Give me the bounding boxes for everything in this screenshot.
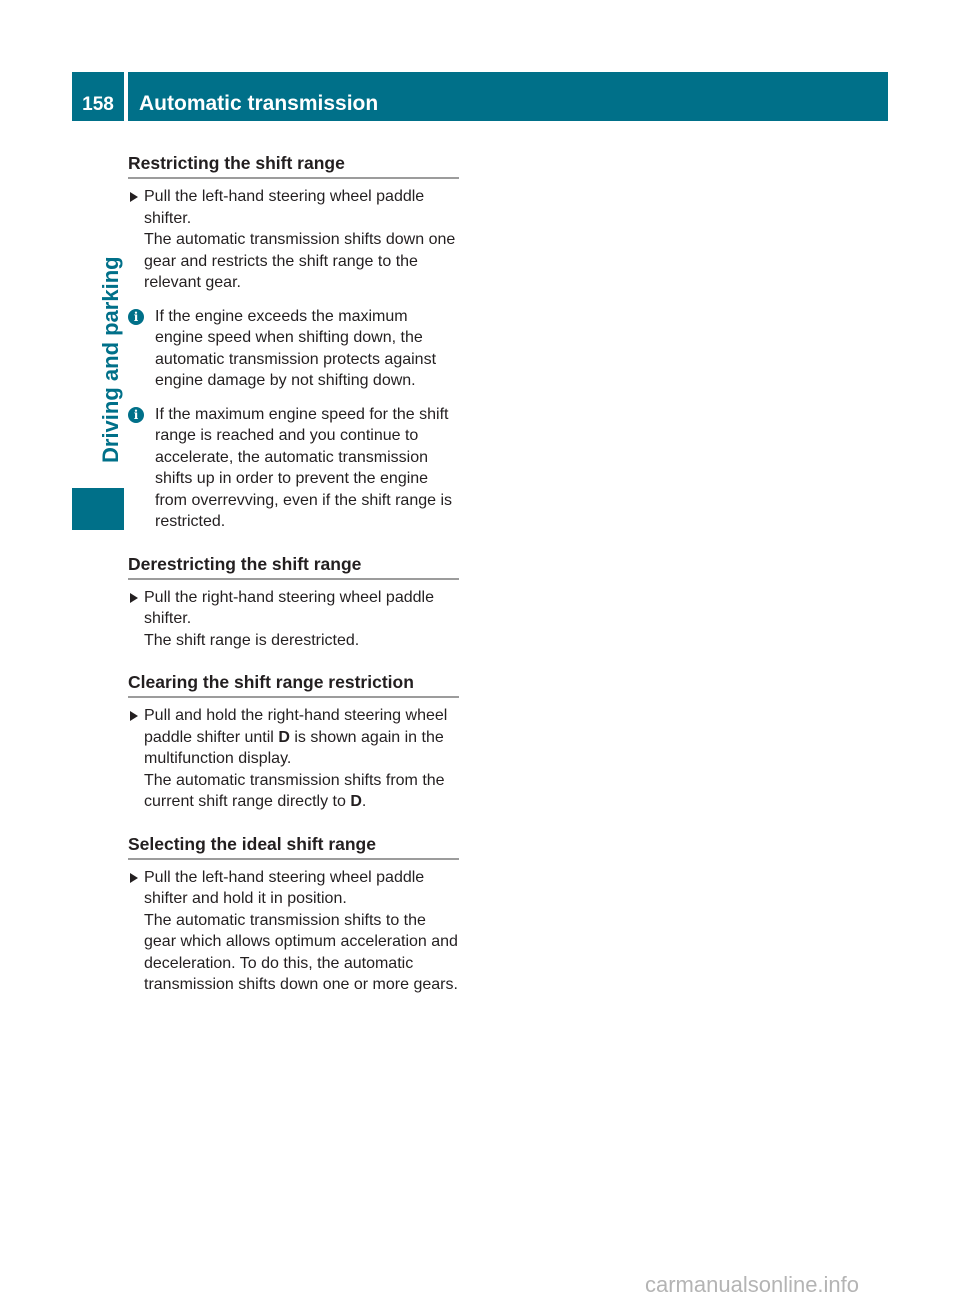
- step-action: Pull the left-hand steering wheel paddle shifter.: [144, 188, 425, 227]
- section-heading: Selecting the ideal shift range: [128, 831, 459, 860]
- step-action: Pull the left-hand steering wheel paddle shifter and hold it in position.: [144, 868, 425, 907]
- note-text: If the engine exceeds the maximum engine speed when shifting down, the automatic transmission protects against engine damage by not shifting down.: [155, 307, 437, 389]
- page-title: Automatic transmission: [128, 72, 888, 121]
- step-result: The automatic transmission shifts down one gear and restricts the shift range to the relevant gear.: [144, 231, 456, 291]
- step-result: The shift range is derestricted.: [144, 631, 360, 649]
- section-derestricting: [128, 551, 459, 652]
- step-result: [144, 770, 459, 813]
- info-icon: i: [128, 407, 144, 423]
- step-result-text: The automatic transmission shifts from the current shift range directly to: [144, 771, 445, 810]
- section-heading: Derestricting the shift range: [128, 551, 459, 580]
- triangle-arrow-icon: [130, 593, 138, 603]
- triangle-arrow-icon: [130, 873, 138, 883]
- step-action: Pull the right-hand steering wheel paddle shifter.: [144, 588, 434, 627]
- side-tab-marker: [72, 488, 124, 530]
- page-number: 158: [72, 72, 124, 121]
- step-result: The automatic transmission shifts to the gear which allows optimum acceleration and deceleration. To do this, the automatic transmission shifts down one or more gears.: [144, 911, 458, 993]
- info-icon: i: [128, 309, 144, 325]
- step-action-text: is shown again in the multifunction display.: [144, 728, 444, 767]
- info-note: [128, 404, 459, 533]
- step-result-text: .: [361, 793, 367, 810]
- gear-indicator: D: [278, 728, 290, 746]
- triangle-arrow-icon: [130, 711, 138, 721]
- section-restricting: [128, 150, 459, 533]
- triangle-arrow-icon: [130, 192, 138, 202]
- side-tab-label: Driving and parking: [98, 256, 123, 463]
- watermark: carmanualsonline.info: [645, 1272, 860, 1297]
- step-action-text: Pull and hold the right-hand steering wheel paddle shifter until: [144, 707, 448, 746]
- step-action: [144, 705, 459, 770]
- instruction-step: [128, 587, 459, 652]
- instruction-step: [128, 186, 459, 294]
- info-note: [128, 306, 459, 392]
- section-clearing: [128, 669, 459, 813]
- note-text: If the maximum engine speed for the shift range is reached and you continue to accelerate, the automatic transmission shifts up in order to prevent the engine from overrevving, even if the shift range is restricted.: [155, 405, 453, 530]
- content-column: [128, 150, 459, 1014]
- section-heading: Clearing the shift range restriction: [128, 669, 459, 698]
- instruction-step: [128, 867, 459, 996]
- instruction-step: [128, 705, 459, 813]
- gear-indicator: D: [350, 793, 362, 810]
- section-ideal: [128, 831, 459, 996]
- section-heading: Restricting the shift range: [128, 150, 459, 179]
